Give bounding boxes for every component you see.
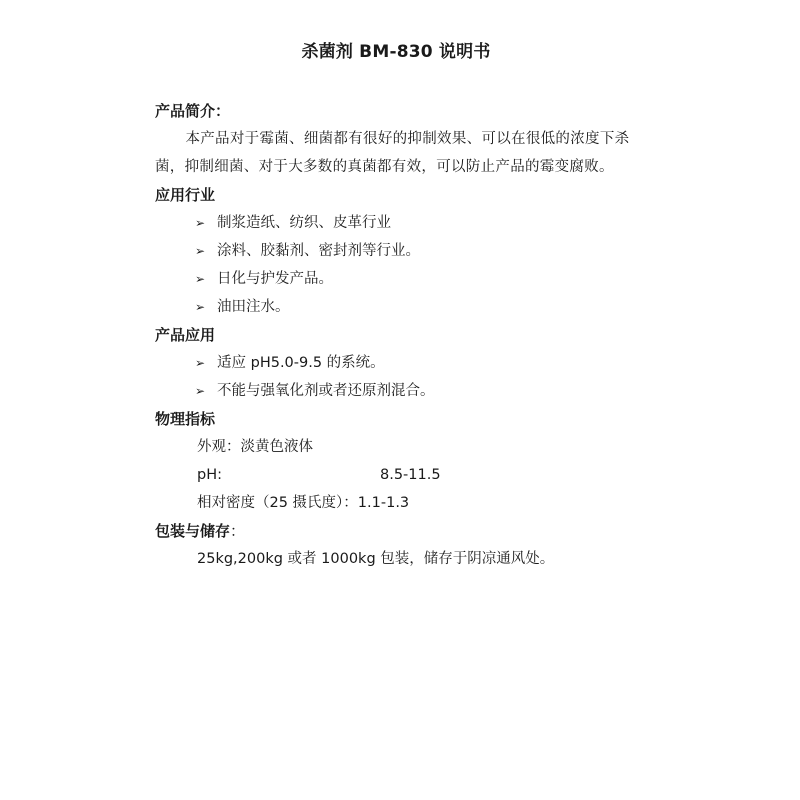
industry-item-text: 油田注水。: [217, 299, 290, 315]
ph-label: pH:: [197, 467, 222, 483]
industry-item-text: 制浆造纸、纺织、皮革行业: [217, 215, 391, 231]
arrow-bullet-icon: ➢: [195, 244, 206, 258]
arrow-bullet-icon: ➢: [195, 216, 206, 230]
physical-heading: 物理指标: [155, 410, 216, 428]
application-item-text: 适应 pH5.0-9.5 的系统。: [217, 355, 385, 371]
intro-heading: 产品简介：: [155, 102, 231, 120]
ph-line: [155, 461, 655, 489]
document-body: [155, 97, 655, 573]
storage-heading: 包装与储存: [155, 522, 231, 540]
application-item-text: 不能与强氧化剂或者还原剂混合。: [217, 383, 435, 399]
application-item: [155, 349, 655, 377]
ph-value: 8.5-11.5: [380, 467, 441, 483]
document-title: 杀菌剂 BM-830 说明书: [301, 42, 491, 62]
arrow-bullet-icon: ➢: [195, 272, 206, 286]
industry-item: [155, 209, 655, 237]
intro-paragraph: 本产品对于霉菌、细菌都有很好的抑制效果、可以在很低的浓度下杀菌，抑制细菌、对于大多数的真菌都有效，可以防止产品的霉变腐败。: [155, 131, 630, 175]
industry-item: [155, 265, 655, 293]
industry-item-text: 日化与护发产品。: [217, 271, 333, 287]
arrow-bullet-icon: ➢: [195, 384, 206, 398]
industry-item-text: 涂料、胶黏剂、密封剂等行业。: [217, 243, 420, 259]
appearance-line: 外观：淡黄色液体: [197, 439, 313, 455]
storage-heading-row: [155, 517, 655, 545]
application-item: [155, 377, 655, 405]
industry-item: [155, 237, 655, 265]
storage-heading-suffix: ：: [230, 522, 246, 540]
density-line: 相对密度（25 摄氏度）：1.1-1.3: [197, 495, 410, 511]
arrow-bullet-icon: ➢: [195, 356, 206, 370]
arrow-bullet-icon: ➢: [195, 300, 206, 314]
storage-line: 25kg,200kg 或者 1000kg 包装，储存于阴凉通风处。: [197, 551, 555, 567]
industry-item: [155, 293, 655, 321]
industries-heading: 应用行业: [155, 186, 216, 204]
application-heading: 产品应用: [155, 326, 216, 344]
